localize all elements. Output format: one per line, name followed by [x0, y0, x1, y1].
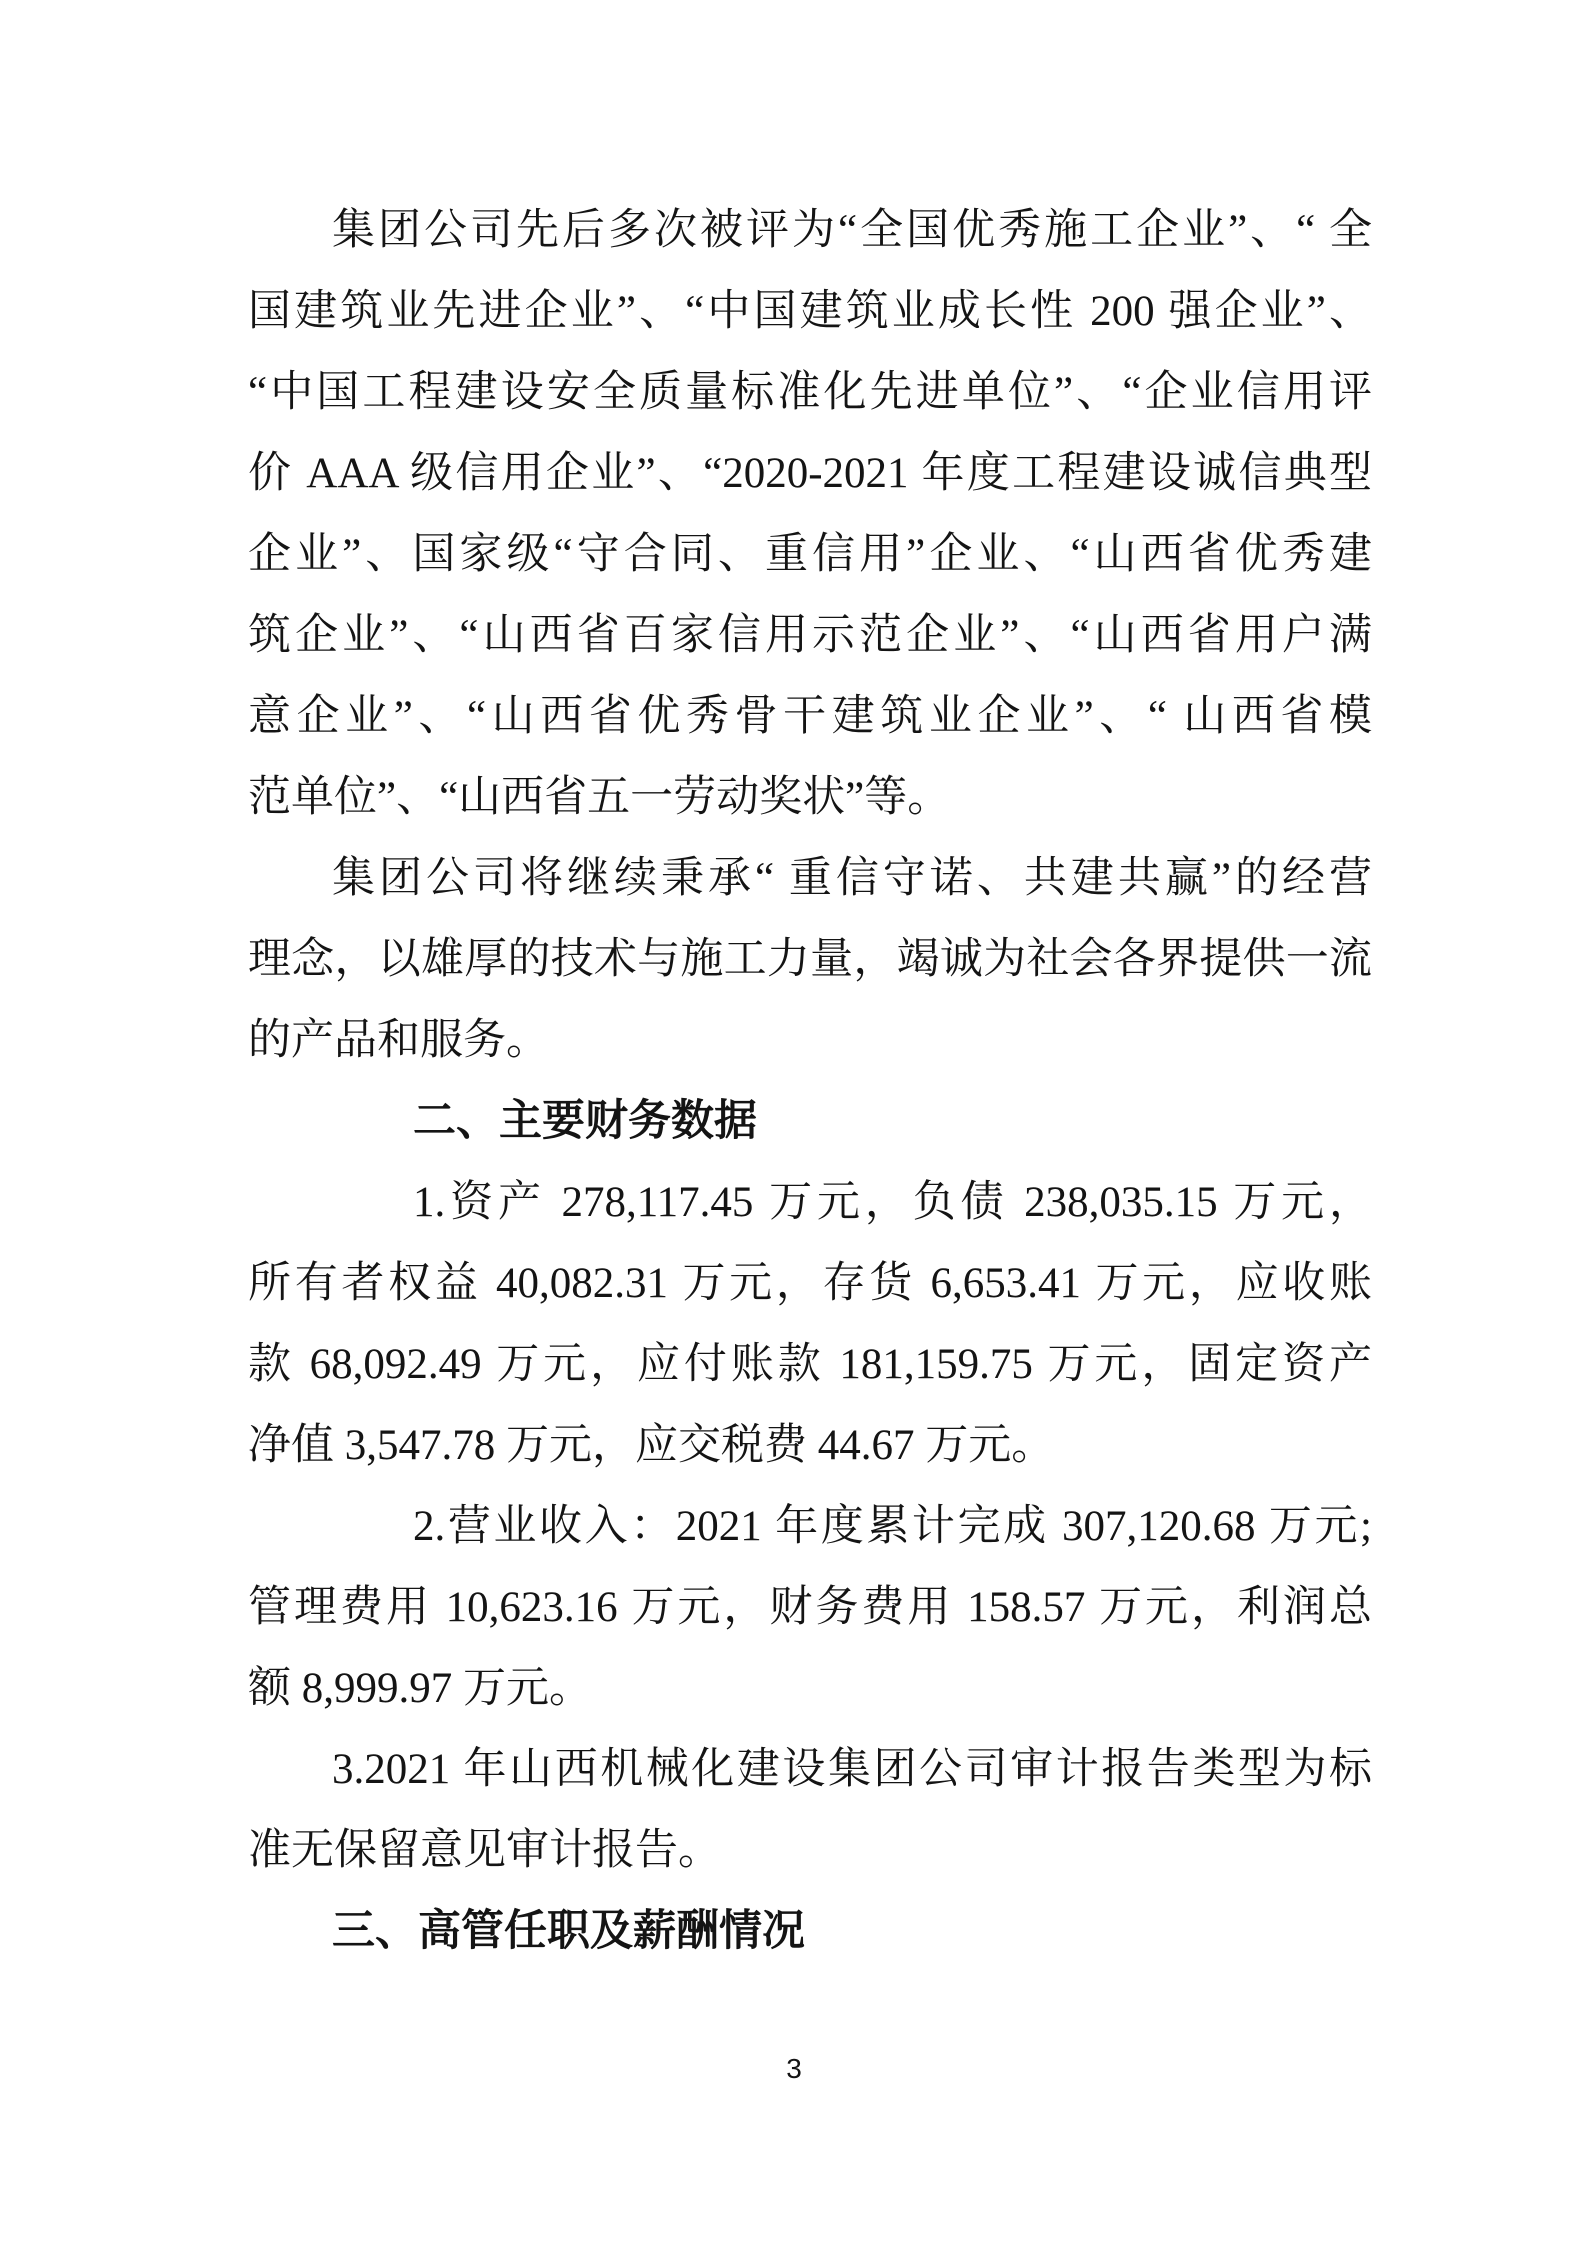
heading-finance-section: 二、主要财务数据: [413, 1097, 757, 1145]
text-line: 准无保留意见审计报告。: [248, 1827, 721, 1874]
text-line: 价 AAA 级信用企业”、“2020-2021 年度工程建设诚信典型: [248, 450, 1372, 497]
text-line: 管理费用 10,623.16 万元，财务费用 158.57 万元，利润总: [248, 1584, 1372, 1631]
text-line: 集团公司先后多次被评为“全国优秀施工企业”、“ 全: [332, 207, 1372, 254]
text-line: 国建筑业先进企业”、“中国建筑业成长性 200 强企业”、: [248, 288, 1372, 335]
text-line: 的产品和服务。: [248, 1017, 549, 1064]
text-line: 集团公司将继续秉承“ 重信守诺、共建共赢”的经营: [332, 855, 1372, 902]
text-line: 范单位”、“山西省五一劳动奖状”等。: [248, 774, 951, 821]
text-line: 3.2021 年山西机械化建设集团公司审计报告类型为标: [332, 1746, 1372, 1793]
heading-executive-section: 三、高管任职及薪酬情况: [332, 1907, 805, 1955]
text-line: 意企业”、“山西省优秀骨干建筑业企业”、“ 山西省模: [248, 693, 1372, 740]
text-line: 净值 3,547.78 万元，应交税费 44.67 万元。: [248, 1422, 1055, 1469]
text-line: 理念，以雄厚的技术与施工力量，竭诚为社会各界提供一流: [248, 936, 1372, 983]
text-line: 企业”、国家级“守合同、重信用”企业、“山西省优秀建: [248, 531, 1372, 578]
page-number: 3: [786, 2053, 802, 2084]
text-line: 1.资产 278,117.45 万元，负债 238,035.15 万元，: [413, 1179, 1372, 1226]
document-body: [248, 190, 1372, 1972]
text-line: 款 68,092.49 万元，应付账款 181,159.75 万元，固定资产: [248, 1341, 1372, 1388]
text-line: 额 8,999.97 万元。: [248, 1665, 592, 1712]
text-line: 筑企业”、“山西省百家信用示范企业”、“山西省用户满: [248, 612, 1372, 659]
text-line: “中国工程建设安全质量标准化先进单位”、“企业信用评: [248, 369, 1372, 416]
text-line: 2.营业收入：2021 年度累计完成 307,120.68 万元;: [413, 1503, 1372, 1550]
text-line: 所有者权益 40,082.31 万元，存货 6,653.41 万元，应收账: [248, 1260, 1372, 1307]
